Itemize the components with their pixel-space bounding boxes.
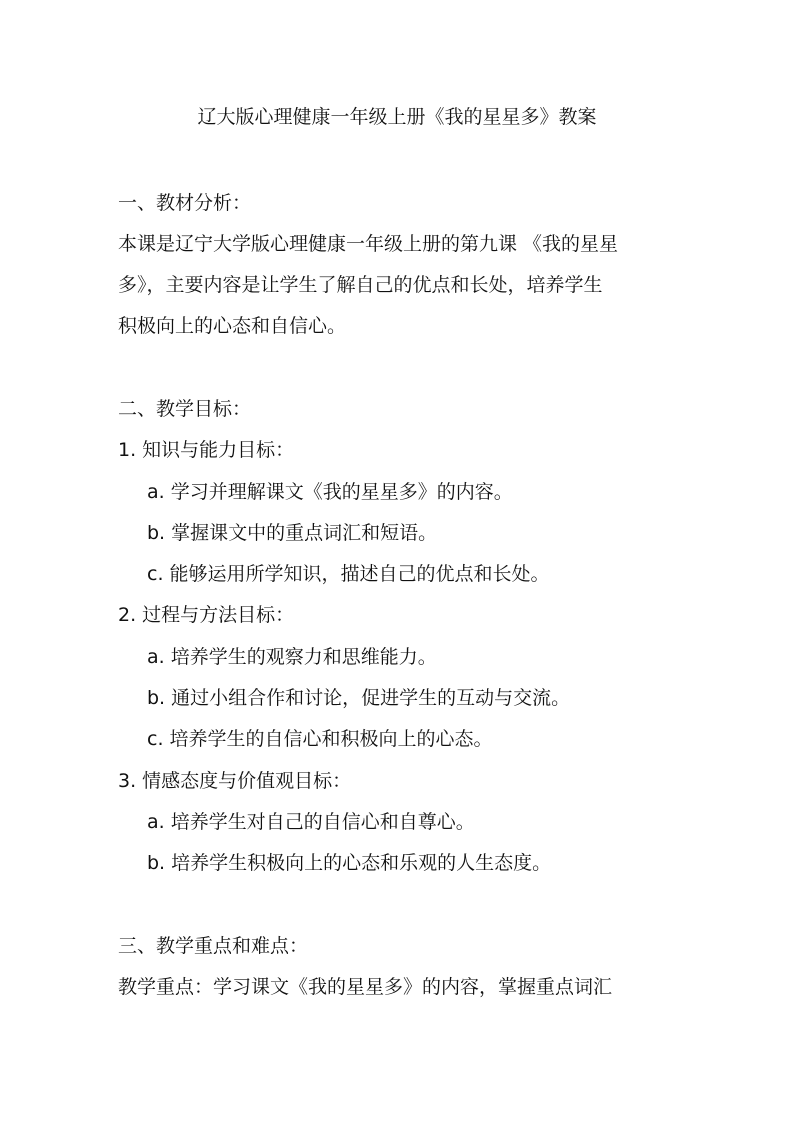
goal-item: b. 通过小组合作和讨论，促进学生的互动与交流。 (147, 687, 571, 709)
goal-item: a. 学习并理解课文《我的星星多》的内容。 (147, 481, 513, 503)
goal-item: b. 培养学生积极向上的心态和乐观的人生态度。 (147, 852, 552, 874)
goal-item: b. 掌握课文中的重点词汇和短语。 (147, 522, 438, 544)
paragraph-line: 积极向上的心态和自信心。 (118, 315, 347, 337)
paragraph-line: 多》，主要内容是让学生了解自己的优点和长处，培养学生 (118, 274, 603, 296)
paragraph-line: 本课是辽宁大学版心理健康一年级上册的第九课 《我的星星 (118, 233, 619, 255)
document-title: 辽大版心理健康一年级上册《我的星星多》教案 (197, 106, 597, 128)
goal-label: 2. 过程与方法目标： (118, 604, 295, 626)
section-heading-objectives: 二、教学目标： (118, 398, 252, 420)
goal-item: a. 培养学生的观察力和思维能力。 (147, 646, 437, 668)
goal-label: 3. 情感态度与价值观目标： (118, 770, 352, 792)
paragraph-line: 教学重点：学习课文《我的星星多》的内容，掌握重点词汇 (118, 976, 613, 998)
section-heading-materials: 一、教材分析： (118, 192, 252, 214)
goal-label: 1. 知识与能力目标： (118, 439, 295, 461)
goal-item: c. 能够运用所学知识，描述自己的优点和长处。 (147, 563, 550, 585)
goal-item: a. 培养学生对自己的自信心和自尊心。 (147, 811, 475, 833)
section-heading-key-points: 三、教学重点和难点： (118, 935, 309, 957)
goal-item: c. 培养学生的自信心和积极向上的心态。 (147, 728, 493, 750)
